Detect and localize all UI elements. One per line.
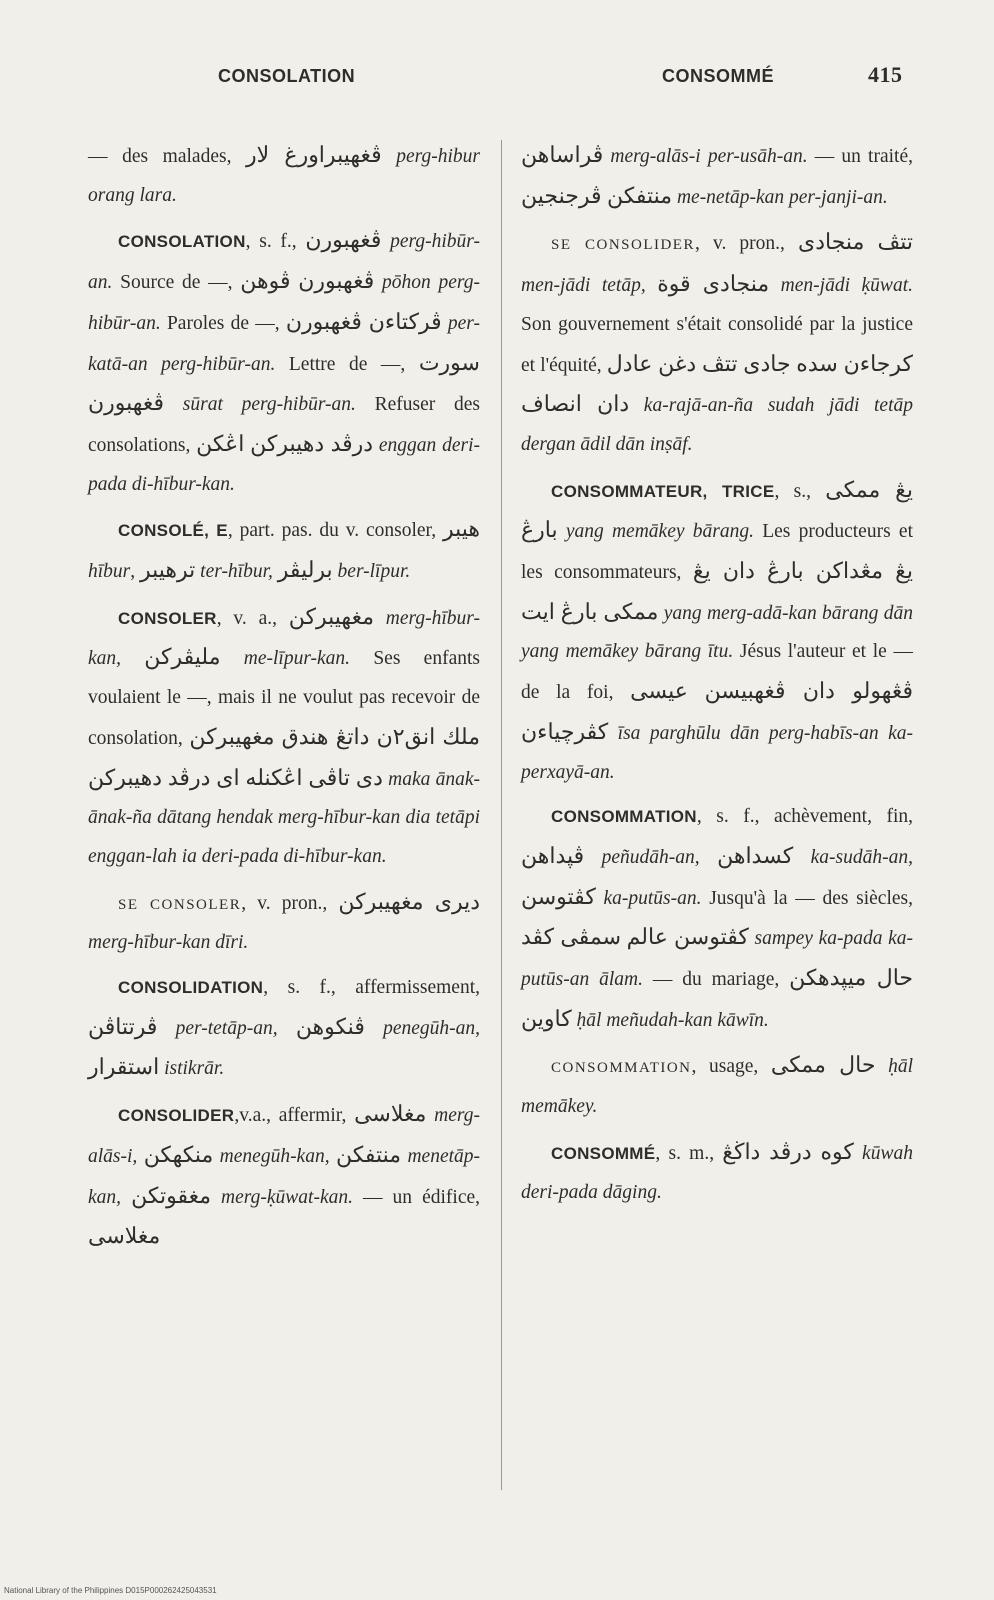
headword: CONSOLÉ, E	[118, 521, 228, 541]
dictionary-entry	[521, 223, 913, 464]
jawi-text: استقرار	[88, 1054, 160, 1080]
header-left-word: CONSOLATION	[218, 66, 356, 86]
header-center-word: CONSOMMÉ	[662, 66, 774, 86]
transliteration: men-jādi ḳūwat.	[769, 275, 913, 297]
jawi-text: ڤرتتاڤن	[88, 1013, 158, 1039]
jawi-text: كوه درڤد داڬڠ	[722, 1138, 854, 1164]
headword: CONSOLER	[118, 608, 217, 628]
jawi-text: منتفكن	[335, 1141, 402, 1167]
jawi-text: تتڤ	[877, 229, 914, 255]
definition-text	[424, 893, 435, 914]
headword: CONSOMMATEUR, TRICE	[551, 481, 775, 501]
column-divider	[501, 140, 502, 1490]
transliteration: istikrār.	[159, 1058, 225, 1080]
transliteration: per-tetāp-an,	[157, 1017, 278, 1039]
dictionary-entry	[88, 510, 480, 591]
definition-text: , s.,	[774, 480, 826, 502]
headword: CONSOLIDER	[118, 1106, 235, 1126]
headword: SE CONSOLIDER	[551, 237, 695, 254]
transliteration: merg-ḳūwat-kan.	[211, 1186, 353, 1208]
transliteration: perg-hibūr-an.	[88, 231, 480, 294]
running-head	[0, 62, 994, 92]
jawi-text: مغهيبركن	[338, 888, 424, 914]
jawi-text: كڤتوسن	[521, 883, 596, 909]
transliteration: ḥāl meñudah-kan kāwīn.	[571, 1009, 769, 1031]
headword: CONSOMMATION	[551, 1060, 692, 1077]
definition-text: , usage,	[691, 1056, 771, 1078]
jawi-text: سورت ڤغهبورن	[88, 349, 480, 416]
definition-text: Lettre de —,	[275, 353, 419, 375]
dictionary-entry	[88, 136, 480, 215]
jawi-text: ترهيبر	[140, 557, 196, 583]
jawi-text: حال ممكى	[770, 1052, 876, 1078]
definition-text: Paroles de —,	[160, 312, 286, 334]
definition-text: , v. a.,	[216, 607, 289, 629]
jawi-text: ڤغهبورن	[298, 268, 375, 294]
jawi-text: كرجاءن سده جادى تتڤ دغن عادل دان انصاف	[521, 350, 913, 417]
transliteration: penegūh-an,	[364, 1017, 480, 1039]
jawi-text: مغقوتكن	[131, 1182, 211, 1208]
definition-text: Jésus l'auteur et le — de la foi,	[521, 641, 913, 704]
definition-text: Ses enfants voulaient le —, mais il ne voulut pas recevoir de consolation,	[88, 648, 480, 749]
transliteration: me-netāp-kan per-janji-an.	[672, 186, 888, 208]
headword: CONSOMMÉ	[551, 1143, 656, 1163]
jawi-text: برليڤر	[277, 557, 333, 583]
transliteration: enggan deri-pada di-hībur-kan.	[88, 434, 480, 495]
jawi-text: اڠكن	[196, 430, 245, 456]
definition-text: , s. m.,	[655, 1142, 723, 1164]
jawi-text: منتفكن ڤرجنجين	[521, 182, 673, 208]
jawi-text: مليڤركن	[144, 644, 221, 670]
dictionary-entry	[521, 136, 913, 217]
definition-text: , s. f.,	[245, 231, 306, 253]
headword: SE CONSOLER	[118, 896, 242, 913]
headword: CONSOLIDATION	[118, 978, 264, 998]
jawi-text: ڤغهيبراورغ لار	[246, 142, 382, 167]
transliteration: ka-putūs-an.	[595, 887, 702, 909]
transliteration: per-katā-an perg-hibūr-an.	[88, 312, 481, 375]
dictionary-entry	[88, 598, 480, 877]
dictionary-entry	[88, 1095, 480, 1258]
jawi-text: درڤد دهيبركن	[250, 430, 374, 456]
definition-text	[700, 847, 717, 868]
jawi-text: مغلاسى	[354, 1101, 427, 1127]
transliteration: ḥāl memākey.	[521, 1056, 913, 1118]
definition-text: ,v.a., affermir,	[234, 1105, 355, 1127]
transliteration: merg-hībur-kan dīri.	[88, 932, 249, 954]
transliteration: menetāp-kan,	[88, 1145, 481, 1208]
dictionary-entry	[521, 1046, 913, 1126]
dictionary-entry	[88, 221, 480, 504]
definition-text	[864, 233, 877, 254]
transliteration: hībur	[88, 561, 131, 583]
jawi-text: منجادى	[798, 229, 865, 255]
jawi-text: ڤركتاءن ڤغهبورن	[285, 308, 442, 334]
definition-text: — du mariage,	[643, 969, 790, 991]
jawi-text: ملك انق٢ن داتڠ هندق مغهيبركن دى تاڤى اڠكنله اى درڤد دهيبركن	[88, 723, 480, 790]
headword: CONSOMMATION	[551, 807, 697, 827]
jawi-text: ديرى	[434, 888, 480, 914]
definition-text	[278, 1018, 296, 1039]
jawi-text: يڠ ممكى	[825, 476, 913, 502]
dictionary-entry	[88, 883, 480, 963]
definition-text: — des malades,	[88, 146, 247, 167]
page-number: 415	[868, 62, 903, 87]
transliteration: yang merg-adā-kan bārang dān yang memākey bārang ītu.	[521, 602, 913, 663]
dictionary-entry	[521, 471, 913, 793]
jawi-text: عيسى	[630, 678, 688, 704]
jawi-text: كڤتوسن عالم	[626, 924, 749, 950]
transliteration: ter-hībur,	[195, 561, 273, 583]
definition-text	[646, 275, 658, 296]
jawi-text: ڤوهن	[240, 268, 291, 294]
jawi-text: مغهيبركن	[288, 603, 374, 629]
jawi-text: كسداهن	[717, 842, 794, 868]
definition-text: , v. pron.,	[241, 892, 339, 914]
jawi-text: حال ميڽدهكن كاوين	[521, 965, 914, 1031]
definition-text	[121, 1187, 131, 1208]
definition-text	[121, 648, 144, 669]
definition-text	[688, 682, 705, 703]
jawi-text: ڤراساهن	[521, 142, 604, 167]
definition-text: ,	[130, 561, 141, 583]
definition-text: Refuser des consolations,	[88, 394, 481, 456]
transliteration: ber-līpur.	[332, 561, 411, 583]
definition-text: Son gouvernement s'était consolidé par la justice et l'équité,	[521, 313, 913, 376]
transliteration: perg-hibur orang lara.	[88, 146, 480, 206]
transliteration: me-līpur-kan.	[220, 648, 351, 670]
transliteration: pōhon perg-hibūr-an.	[88, 272, 480, 334]
jawi-text: ڤڽداهن	[521, 842, 585, 868]
transliteration: merg-alās-i per-usāh-an.	[603, 146, 808, 167]
dictionary-entry	[521, 1133, 913, 1212]
jawi-text: يڠ مڠداكن بارڠ دان يڠ ممكى بارڠ ايت	[521, 558, 913, 624]
jawi-text: سمڤى كڤد	[521, 924, 622, 950]
left-column	[88, 136, 480, 1264]
transliteration: peñudāh-an,	[584, 846, 700, 868]
transliteration: maka ānak-ānak-ña dātang hendak merg-hībur-kan dia tetāpi enggan-lah ia deri-pada di-hībur-kan.	[88, 768, 481, 867]
definition-text: — un édifice,	[352, 1186, 481, 1208]
jawi-text: بارڠ	[521, 517, 558, 543]
headword: CONSOLATION	[118, 232, 246, 252]
definition-text: Source de —,	[112, 272, 241, 294]
definition-text: Jusqu'à la — des siècles,	[701, 887, 913, 909]
jawi-text: منجادى قوة	[657, 271, 770, 297]
transliteration: ka-rajā-an-ña sudah jādi tetāp dergan ādil dān inṣāf.	[521, 395, 914, 455]
definition-text: , v. pron.,	[694, 233, 799, 255]
library-footer: National Library of the Philippines D015P000262425043531	[4, 1586, 217, 1595]
jawi-text: هيبر	[442, 516, 480, 542]
jawi-text: ڤنكوهن	[295, 1013, 365, 1039]
transliteration: yang memākey bārang.	[557, 521, 754, 543]
definition-text: , s. f., achèvement, fin,	[696, 806, 913, 828]
definition-text: Les producteurs et les consommateurs,	[521, 521, 913, 584]
dictionary-entry	[88, 969, 480, 1089]
jawi-text: ڤغهبورن	[305, 227, 382, 253]
transliteration: menegūh-kan,	[213, 1145, 330, 1167]
transliteration: sampey ka-pada ka-putūs-an ālam.	[521, 928, 913, 991]
transliteration: sūrat perg-hibūr-an.	[164, 394, 356, 416]
transliteration: merg-hībur-kan,	[88, 607, 480, 670]
transliteration: merg-alās-i,	[88, 1105, 480, 1167]
right-column	[521, 136, 913, 1218]
definition-text: , s. f., affermissement,	[263, 977, 480, 999]
jawi-text: ڤڠهولو دان ڤغهبيسن كڤرچياءن	[521, 678, 913, 744]
dictionary-entry	[521, 798, 913, 1040]
jawi-text: مغلاسى	[88, 1223, 161, 1249]
transliteration: kūwah deri-pada dāging.	[521, 1142, 913, 1203]
definition-text: , part. pas. du v. consoler,	[227, 520, 443, 542]
jawi-text: منكهكن	[143, 1141, 214, 1167]
transliteration: men-jādi tetāp,	[521, 275, 646, 297]
transliteration: īsa parghūlu dān perg-habīs-an ka-perxayā-an.	[521, 722, 913, 783]
transliteration: ka-sudāh-an,	[793, 846, 914, 868]
definition-text: — un traité,	[807, 146, 913, 167]
